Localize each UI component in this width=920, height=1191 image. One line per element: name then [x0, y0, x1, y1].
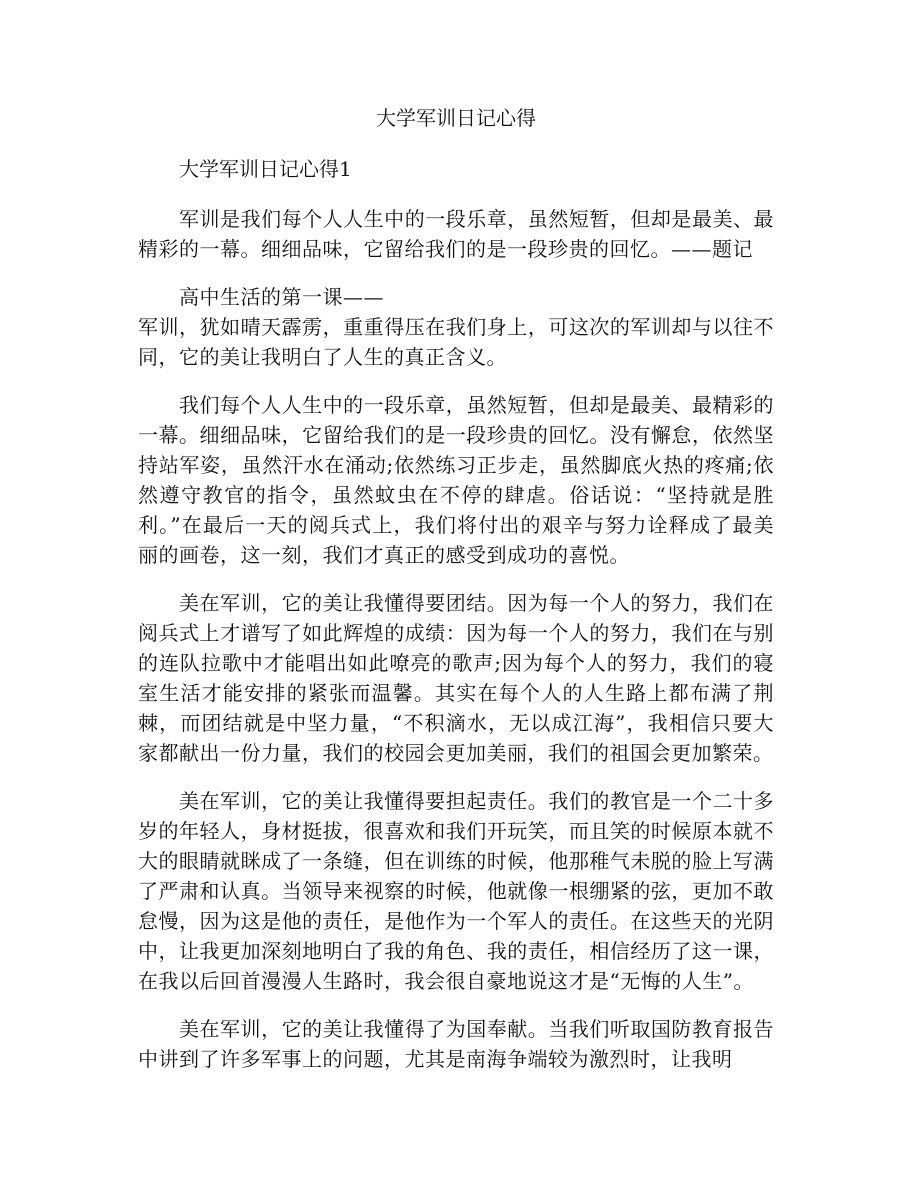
- paragraph-intro-line1: 高中生活的第一课——: [179, 285, 384, 309]
- paragraph-unity: 美在军训，它的美让我懂得要团结。因为每一个人的努力，我们在阅兵式上才谱写了如此辉煌的成绩：因为每一个人的努力，我们在与别的连队拉歌中才能唱出如此嘹亮的歌声;因为每个人的努力，我们的寝室生活才能安排的紧张而温馨。其实在每个人的人生路上都布满了荆棘，而团结就是中坚力量，“不积滴水，无以成江海”，我相信只要大家都献出一份力量，我们的校园会更加美丽，我们的祖国会更加繁荣。: [138, 591, 774, 765]
- paragraph-dedication: 美在军训，它的美让我懂得了为国奉献。当我们听取国防教育报告中讲到了许多军事上的问题，尤其是南海争端较为激烈时，让我明: [138, 1017, 774, 1071]
- paragraph-intro: [138, 282, 774, 372]
- document-page: [138, 0, 774, 1074]
- paragraph-responsibility: 美在军训，它的美让我懂得要担起责任。我们的教官是一个二十多岁的年轻人，身材挺拔，很喜欢和我们开玩笑，而且笑的时候原本就不大的眼睛就眯成了一条缝，但在训练的时候，他那稚气未脱的脸上写满了严肃和认真。当领导来视察的时候，他就像一根绷紧的弦，更加不敢怠慢，因为这是他的责任，是他作为一个军人的责任。在这些天的光阴中，让我更加深刻地明白了我的角色、我的责任，相信经历了这一课，在我以后回首漫漫人生路时，我会很自豪地说这才是“无悔的人生”。: [138, 789, 774, 993]
- paragraph-epigraph: 军训是我们每个人人生中的一段乐章，虽然短暂，但却是最美、最精彩的一幕。细细品味，它留给我们的是一段珍贵的回忆。——题记: [138, 207, 774, 261]
- paragraph-intro-line2: 军训，犹如晴天霹雳，重重得压在我们身上，可这次的军训却与以往不同，它的美让我明白了人生的真正含义。: [138, 315, 774, 369]
- section-heading: 大学军训日记心得1: [179, 157, 352, 181]
- paragraph-perseverance: 我们每个人人生中的一段乐章，虽然短暂，但却是最美、最精彩的一幕。细细品味，它留给我们的是一段珍贵的回忆。没有懈怠，依然坚持站军姿，虽然汗水在涌动;依然练习正步走，虽然脚底火热的疼痛;依然遵守教官的指令，虽然蚊虫在不停的肆虐。俗话说：“坚持就是胜利。”在最后一天的阅兵式上，我们将付出的艰辛与努力诠释成了最美丽的画卷，这一刻，我们才真正的感受到成功的喜悦。: [138, 393, 774, 567]
- document-title: 大学军训日记心得: [376, 106, 536, 130]
